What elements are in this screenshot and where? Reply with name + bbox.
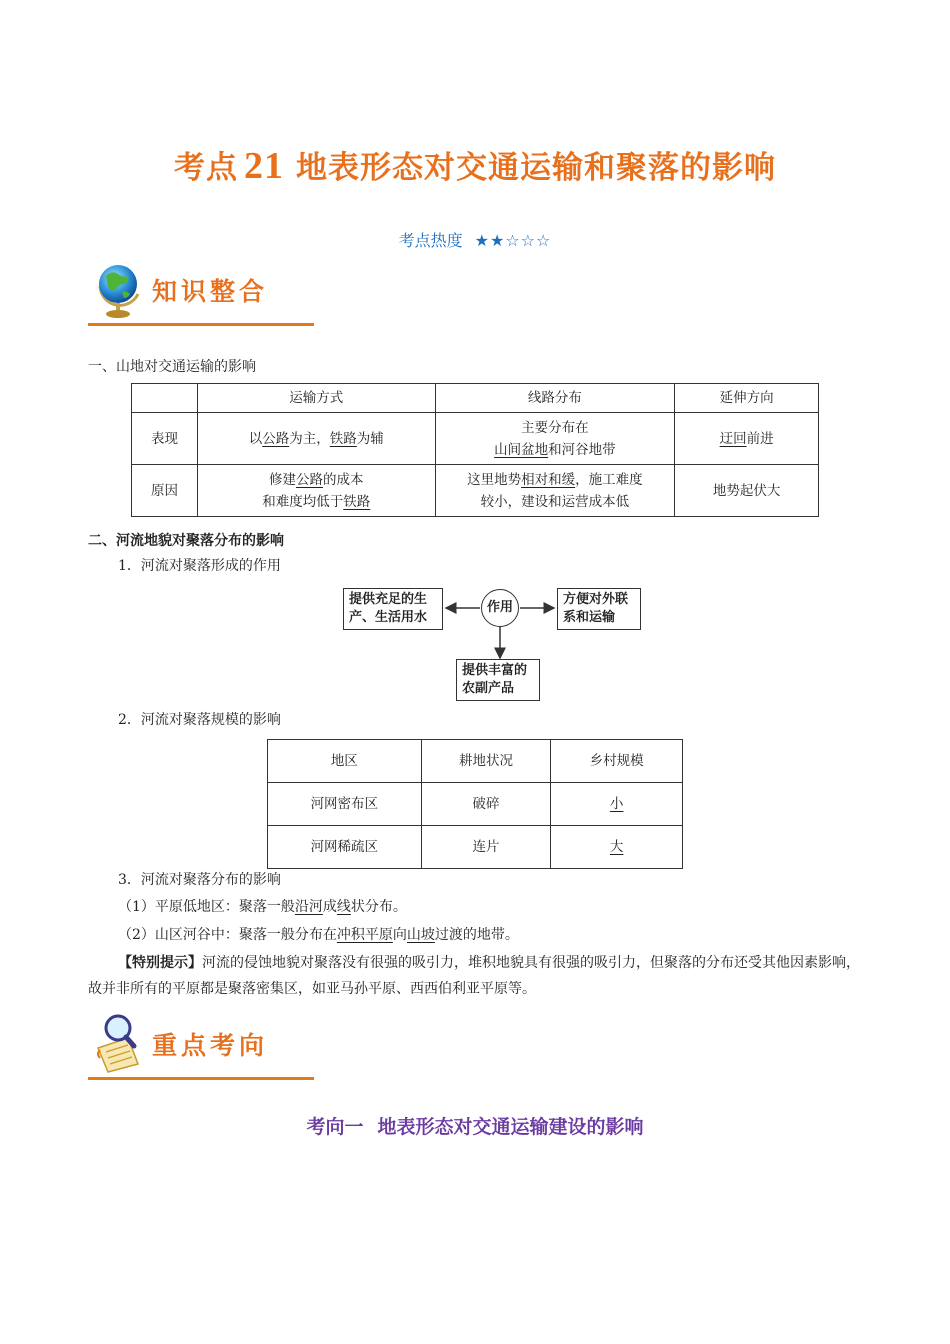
table-row <box>268 826 683 869</box>
banner-underline <box>88 1077 314 1080</box>
distribution-point-1 <box>118 898 407 916</box>
heat-label: 考点热度 <box>398 231 463 250</box>
cell-text: 这里地势 <box>467 471 522 488</box>
distribution-point-2 <box>118 926 519 944</box>
table-cell: 地势起伏大 <box>675 465 819 517</box>
section2-item1: 1．河流对聚落形成的作用 <box>118 558 281 574</box>
answer-text: 公路 <box>295 471 323 488</box>
table-header-cell: 运输方式 <box>197 384 435 413</box>
table-cell <box>551 783 683 826</box>
answer-text: 相对和缓 <box>521 471 576 488</box>
answer-text: 山间盆地 <box>494 441 549 458</box>
flow-text: 系和运输 <box>563 610 616 625</box>
table-cell <box>551 826 683 869</box>
answer-text: 冲积平原 <box>336 927 393 943</box>
cell-text: 为辅 <box>356 430 384 447</box>
table-row <box>132 413 819 465</box>
answer-text: 小 <box>609 796 624 812</box>
flow-text: 产、生活用水 <box>349 610 428 625</box>
knowledge-banner-label: 知识整合 <box>152 277 269 306</box>
cell-text: ，施工难度 <box>575 471 643 488</box>
table-cell <box>435 465 675 517</box>
table-header-cell: 线路分布 <box>435 384 675 413</box>
focus-banner-label: 重点考向 <box>152 1031 269 1060</box>
table-row <box>132 465 819 517</box>
cell-text: 修建 <box>268 471 296 488</box>
body-text: 成 <box>322 899 337 915</box>
answer-text: 沿河 <box>294 899 323 915</box>
answer-text: 迂回 <box>719 430 747 447</box>
title-prefix: 考点 <box>174 150 238 186</box>
banner-underline <box>88 323 314 326</box>
table-header-cell <box>132 384 198 413</box>
direction-title: 地表形态对交通运输建设的影响 <box>377 1116 644 1138</box>
answer-text: 大 <box>609 839 624 855</box>
tip-text: 河流的侵蚀地貌对聚落没有很强的吸引力，堆积地貌具有很强的吸引力，但聚落的分布还受其他因素影响，故并非所有的平原都是聚落密集区，如亚马孙平原、西西伯利亚平原等。 <box>88 955 860 997</box>
scale-table <box>267 739 683 869</box>
cell-text: 主要分布在 <box>521 419 589 436</box>
table-header-row <box>132 384 819 413</box>
cell-text: 前进 <box>746 430 774 447</box>
special-tip <box>88 950 868 1002</box>
cell-text: 为主， <box>289 430 330 447</box>
section2-item3: 3．河流对聚落分布的影响 <box>118 872 281 888</box>
transport-table <box>131 383 819 517</box>
flow-text: 农副产品 <box>462 681 515 696</box>
cell-text: 的成本 <box>322 471 364 488</box>
section2-heading: 二、河流地貌对聚落分布的影响 <box>88 533 284 549</box>
table-header-cell: 耕地状况 <box>421 740 551 783</box>
knowledge-banner <box>88 256 314 326</box>
table-cell <box>197 413 435 465</box>
table-cell: 河网稀疏区 <box>268 826 422 869</box>
table-row <box>268 783 683 826</box>
flow-box-products <box>456 659 540 701</box>
title-text: 地表形态对交通运输和聚落的影响 <box>296 150 776 186</box>
heat-rating <box>0 228 950 251</box>
focus-banner <box>88 1010 314 1080</box>
body-text: （2）山区河谷中：聚落一般分布在 <box>118 927 337 943</box>
flow-text: 提供充足的生 <box>349 592 428 607</box>
title-number: 21 <box>244 145 284 187</box>
table-header-row <box>268 740 683 783</box>
tip-label: 【特别提示】 <box>118 955 202 971</box>
body-text: 过渡的地带。 <box>434 927 519 943</box>
cell-text: 以 <box>248 430 263 447</box>
table-cell: 连片 <box>421 826 551 869</box>
row-label: 表现 <box>132 413 198 465</box>
answer-text: 山坡 <box>406 927 435 943</box>
table-header-cell: 延伸方向 <box>675 384 819 413</box>
page-title <box>0 142 950 188</box>
answer-text: 线 <box>336 899 351 915</box>
flow-box-water <box>343 588 443 630</box>
table-cell: 破碎 <box>421 783 551 826</box>
cell-text: 和难度均低于 <box>262 493 344 510</box>
magnifier-notes-icon <box>92 1010 152 1076</box>
answer-text: 公路 <box>262 430 290 447</box>
table-header-cell: 地区 <box>268 740 422 783</box>
direction-one-heading <box>0 1112 950 1139</box>
table-cell <box>675 413 819 465</box>
star-rating-icon: ★★☆☆☆ <box>474 231 552 250</box>
answer-text: 铁路 <box>343 493 371 510</box>
answer-text: 铁路 <box>329 430 357 447</box>
direction-label: 考向一 <box>306 1116 364 1138</box>
cell-text: 较小，建设和运营成本低 <box>480 493 630 510</box>
table-cell <box>435 413 675 465</box>
globe-icon <box>92 256 146 322</box>
flow-center-circle: 作用 <box>481 589 519 627</box>
table-cell: 河网密布区 <box>268 783 422 826</box>
section2-item2: 2．河流对聚落规模的影响 <box>118 712 281 728</box>
body-text: （1）平原低地区：聚落一般 <box>118 899 295 915</box>
table-cell <box>197 465 435 517</box>
cell-text: 和河谷地带 <box>548 441 616 458</box>
body-text: 向 <box>392 927 407 943</box>
body-text: 状分布。 <box>350 899 407 915</box>
row-label: 原因 <box>132 465 198 517</box>
flow-text: 方便对外联 <box>563 592 629 607</box>
flow-text: 提供丰富的 <box>462 663 528 678</box>
flow-box-transport <box>557 588 641 630</box>
table-header-cell: 乡村规模 <box>551 740 683 783</box>
section1-heading: 一、山地对交通运输的影响 <box>88 359 256 375</box>
